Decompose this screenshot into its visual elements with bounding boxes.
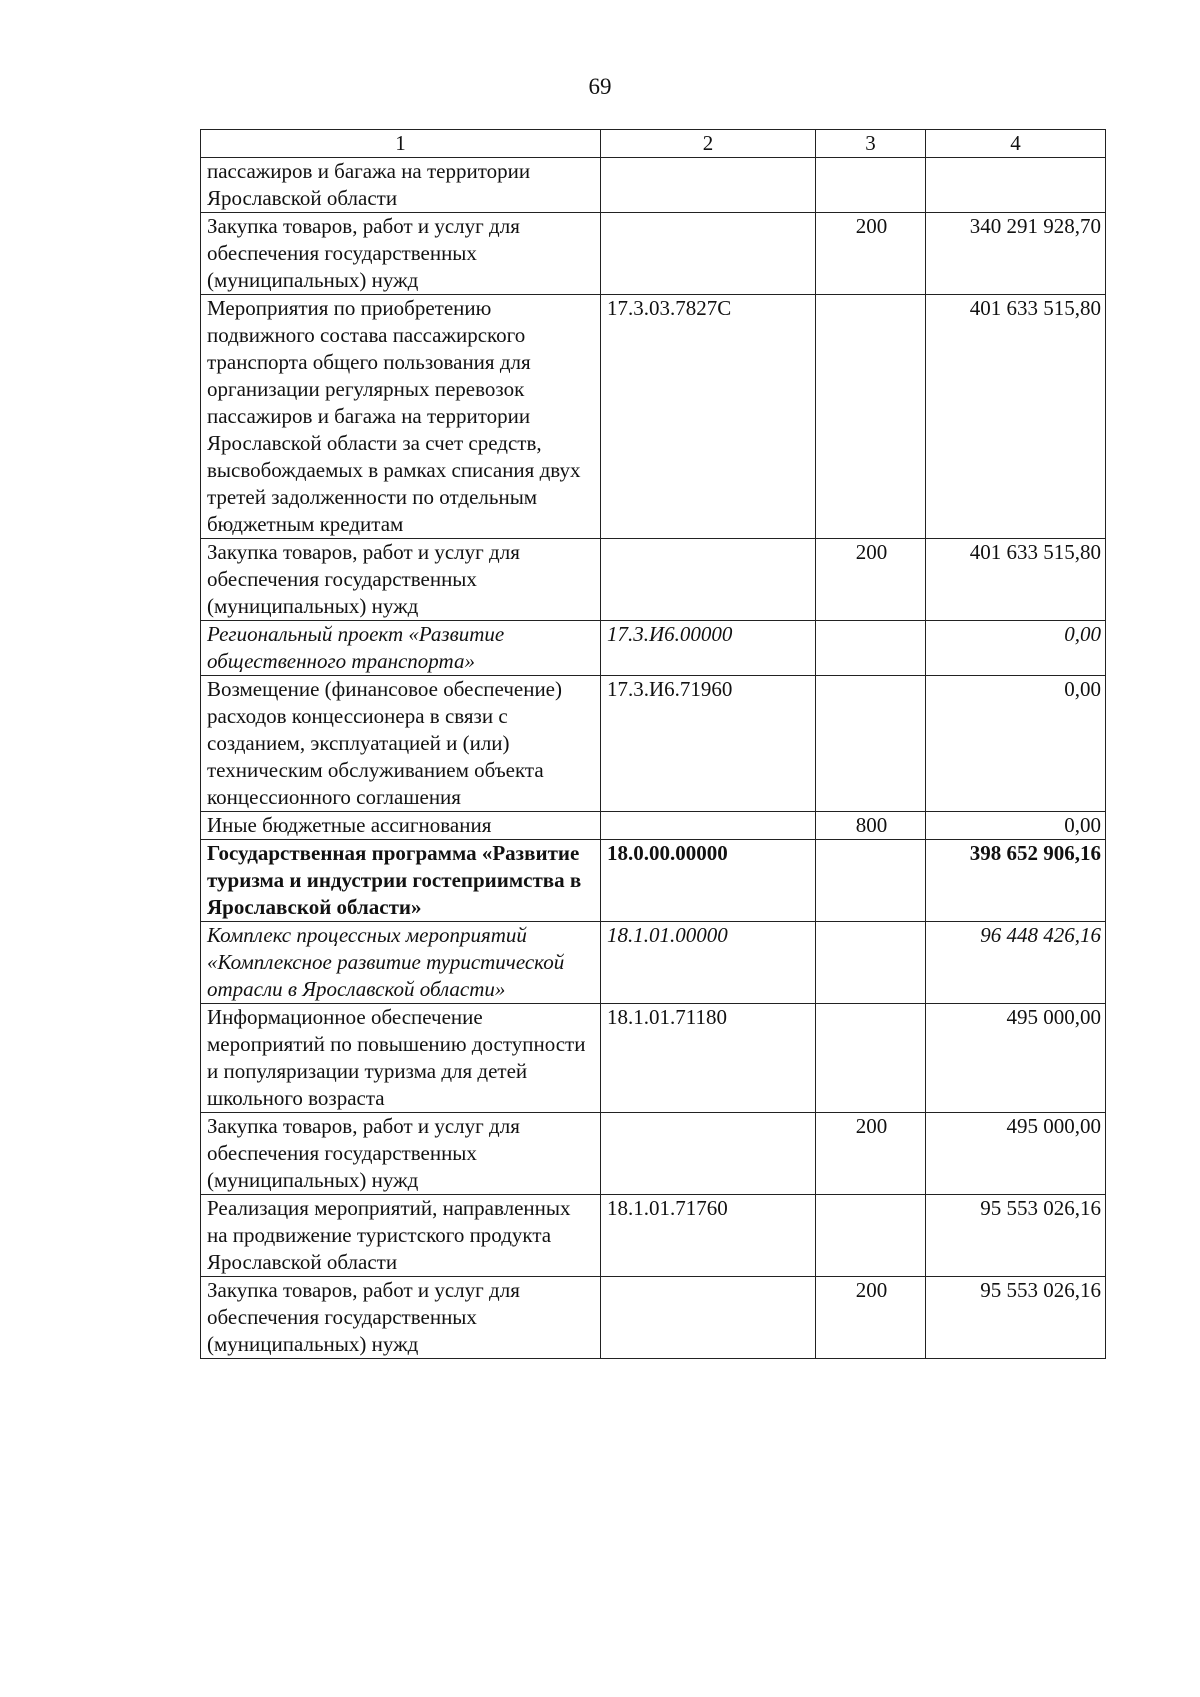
- row-name-cell: Закупка товаров, работ и услуг для обеспечения государственных (муниципальных) нужд: [201, 213, 601, 295]
- row-code-cell: [601, 812, 816, 840]
- column-header-4: 4: [926, 130, 1106, 158]
- row-code-cell: 17.3.И6.00000: [601, 621, 816, 676]
- row-amount-cell: 401 633 515,80: [926, 295, 1106, 539]
- row-amount-cell: 401 633 515,80: [926, 539, 1106, 621]
- row-amount-cell: 340 291 928,70: [926, 213, 1106, 295]
- row-expense-type-cell: [816, 158, 926, 213]
- row-amount-cell: 95 553 026,16: [926, 1277, 1106, 1359]
- table-row: [201, 158, 1106, 213]
- row-expense-type-cell: [816, 1004, 926, 1113]
- row-name-cell: пассажиров и багажа на территории Ярославской области: [201, 158, 601, 213]
- row-code-cell: 17.3.03.7827С: [601, 295, 816, 539]
- row-name-cell: Закупка товаров, работ и услуг для обеспечения государственных (муниципальных) нужд: [201, 1277, 601, 1359]
- row-amount-cell: [926, 158, 1106, 213]
- table-row: [201, 1195, 1106, 1277]
- table-row: [201, 295, 1106, 539]
- row-name-cell: Региональный проект «Развитие общественного транспорта»: [201, 621, 601, 676]
- row-amount-cell: 0,00: [926, 676, 1106, 812]
- table-header-row: [201, 130, 1106, 158]
- table-row: [201, 539, 1106, 621]
- column-header-2: 2: [601, 130, 816, 158]
- row-name-cell: Информационное обеспечение мероприятий по повышению доступности и популяризации туризма для детей школьного возраста: [201, 1004, 601, 1113]
- row-expense-type-cell: [816, 295, 926, 539]
- row-name-cell: Комплекс процессных мероприятий «Комплексное развитие туристической отрасли в Ярославской области»: [201, 922, 601, 1004]
- row-expense-type-cell: [816, 1195, 926, 1277]
- table-row: [201, 922, 1106, 1004]
- row-name-cell: Реализация мероприятий, направленных на продвижение туристского продукта Ярославской области: [201, 1195, 601, 1277]
- row-expense-type-cell: 200: [816, 539, 926, 621]
- row-expense-type-cell: 200: [816, 213, 926, 295]
- table-row: [201, 1113, 1106, 1195]
- row-expense-type-cell: [816, 621, 926, 676]
- table-row: [201, 1004, 1106, 1113]
- page-number: 69: [588, 74, 612, 99]
- row-name-cell: Закупка товаров, работ и услуг для обеспечения государственных (муниципальных) нужд: [201, 539, 601, 621]
- table-body: [201, 158, 1106, 1359]
- table-row: [201, 213, 1106, 295]
- row-name-cell: Возмещение (финансовое обеспечение) расходов концессионера в связи с созданием, эксплуатацией и (или) техническим обслуживанием объекта концессионного соглашения: [201, 676, 601, 812]
- row-code-cell: 18.1.01.71760: [601, 1195, 816, 1277]
- row-amount-cell: 495 000,00: [926, 1113, 1106, 1195]
- row-expense-type-cell: [816, 922, 926, 1004]
- row-expense-type-cell: 200: [816, 1113, 926, 1195]
- budget-table: [200, 129, 1106, 1359]
- row-expense-type-cell: [816, 676, 926, 812]
- row-expense-type-cell: [816, 840, 926, 922]
- row-expense-type-cell: 800: [816, 812, 926, 840]
- row-name-cell: Государственная программа «Развитие туризма и индустрии гостеприимства в Ярославской области»: [201, 840, 601, 922]
- row-name-cell: Закупка товаров, работ и услуг для обеспечения государственных (муниципальных) нужд: [201, 1113, 601, 1195]
- row-code-cell: [601, 1113, 816, 1195]
- table-row: [201, 621, 1106, 676]
- row-code-cell: 18.0.00.00000: [601, 840, 816, 922]
- table-row: [201, 1277, 1106, 1359]
- row-amount-cell: 0,00: [926, 812, 1106, 840]
- row-expense-type-cell: 200: [816, 1277, 926, 1359]
- row-name-cell: Иные бюджетные ассигнования: [201, 812, 601, 840]
- table-row: [201, 812, 1106, 840]
- row-code-cell: 17.3.И6.71960: [601, 676, 816, 812]
- row-name-cell: Мероприятия по приобретению подвижного состава пассажирского транспорта общего пользования для организации регулярных перевозок пассажиров и багажа на территории Ярославской области за счет средств, высвобождаемых в рамках списания двух третей задолженности по отдельным бюджетным кредитам: [201, 295, 601, 539]
- row-amount-cell: 0,00: [926, 621, 1106, 676]
- row-code-cell: [601, 539, 816, 621]
- row-code-cell: [601, 158, 816, 213]
- row-code-cell: [601, 1277, 816, 1359]
- row-amount-cell: 95 553 026,16: [926, 1195, 1106, 1277]
- table-row: [201, 676, 1106, 812]
- row-amount-cell: 398 652 906,16: [926, 840, 1106, 922]
- column-header-1: 1: [201, 130, 601, 158]
- row-code-cell: 18.1.01.71180: [601, 1004, 816, 1113]
- row-amount-cell: 96 448 426,16: [926, 922, 1106, 1004]
- row-code-cell: [601, 213, 816, 295]
- column-header-3: 3: [816, 130, 926, 158]
- table-row: [201, 840, 1106, 922]
- row-code-cell: 18.1.01.00000: [601, 922, 816, 1004]
- row-amount-cell: 495 000,00: [926, 1004, 1106, 1113]
